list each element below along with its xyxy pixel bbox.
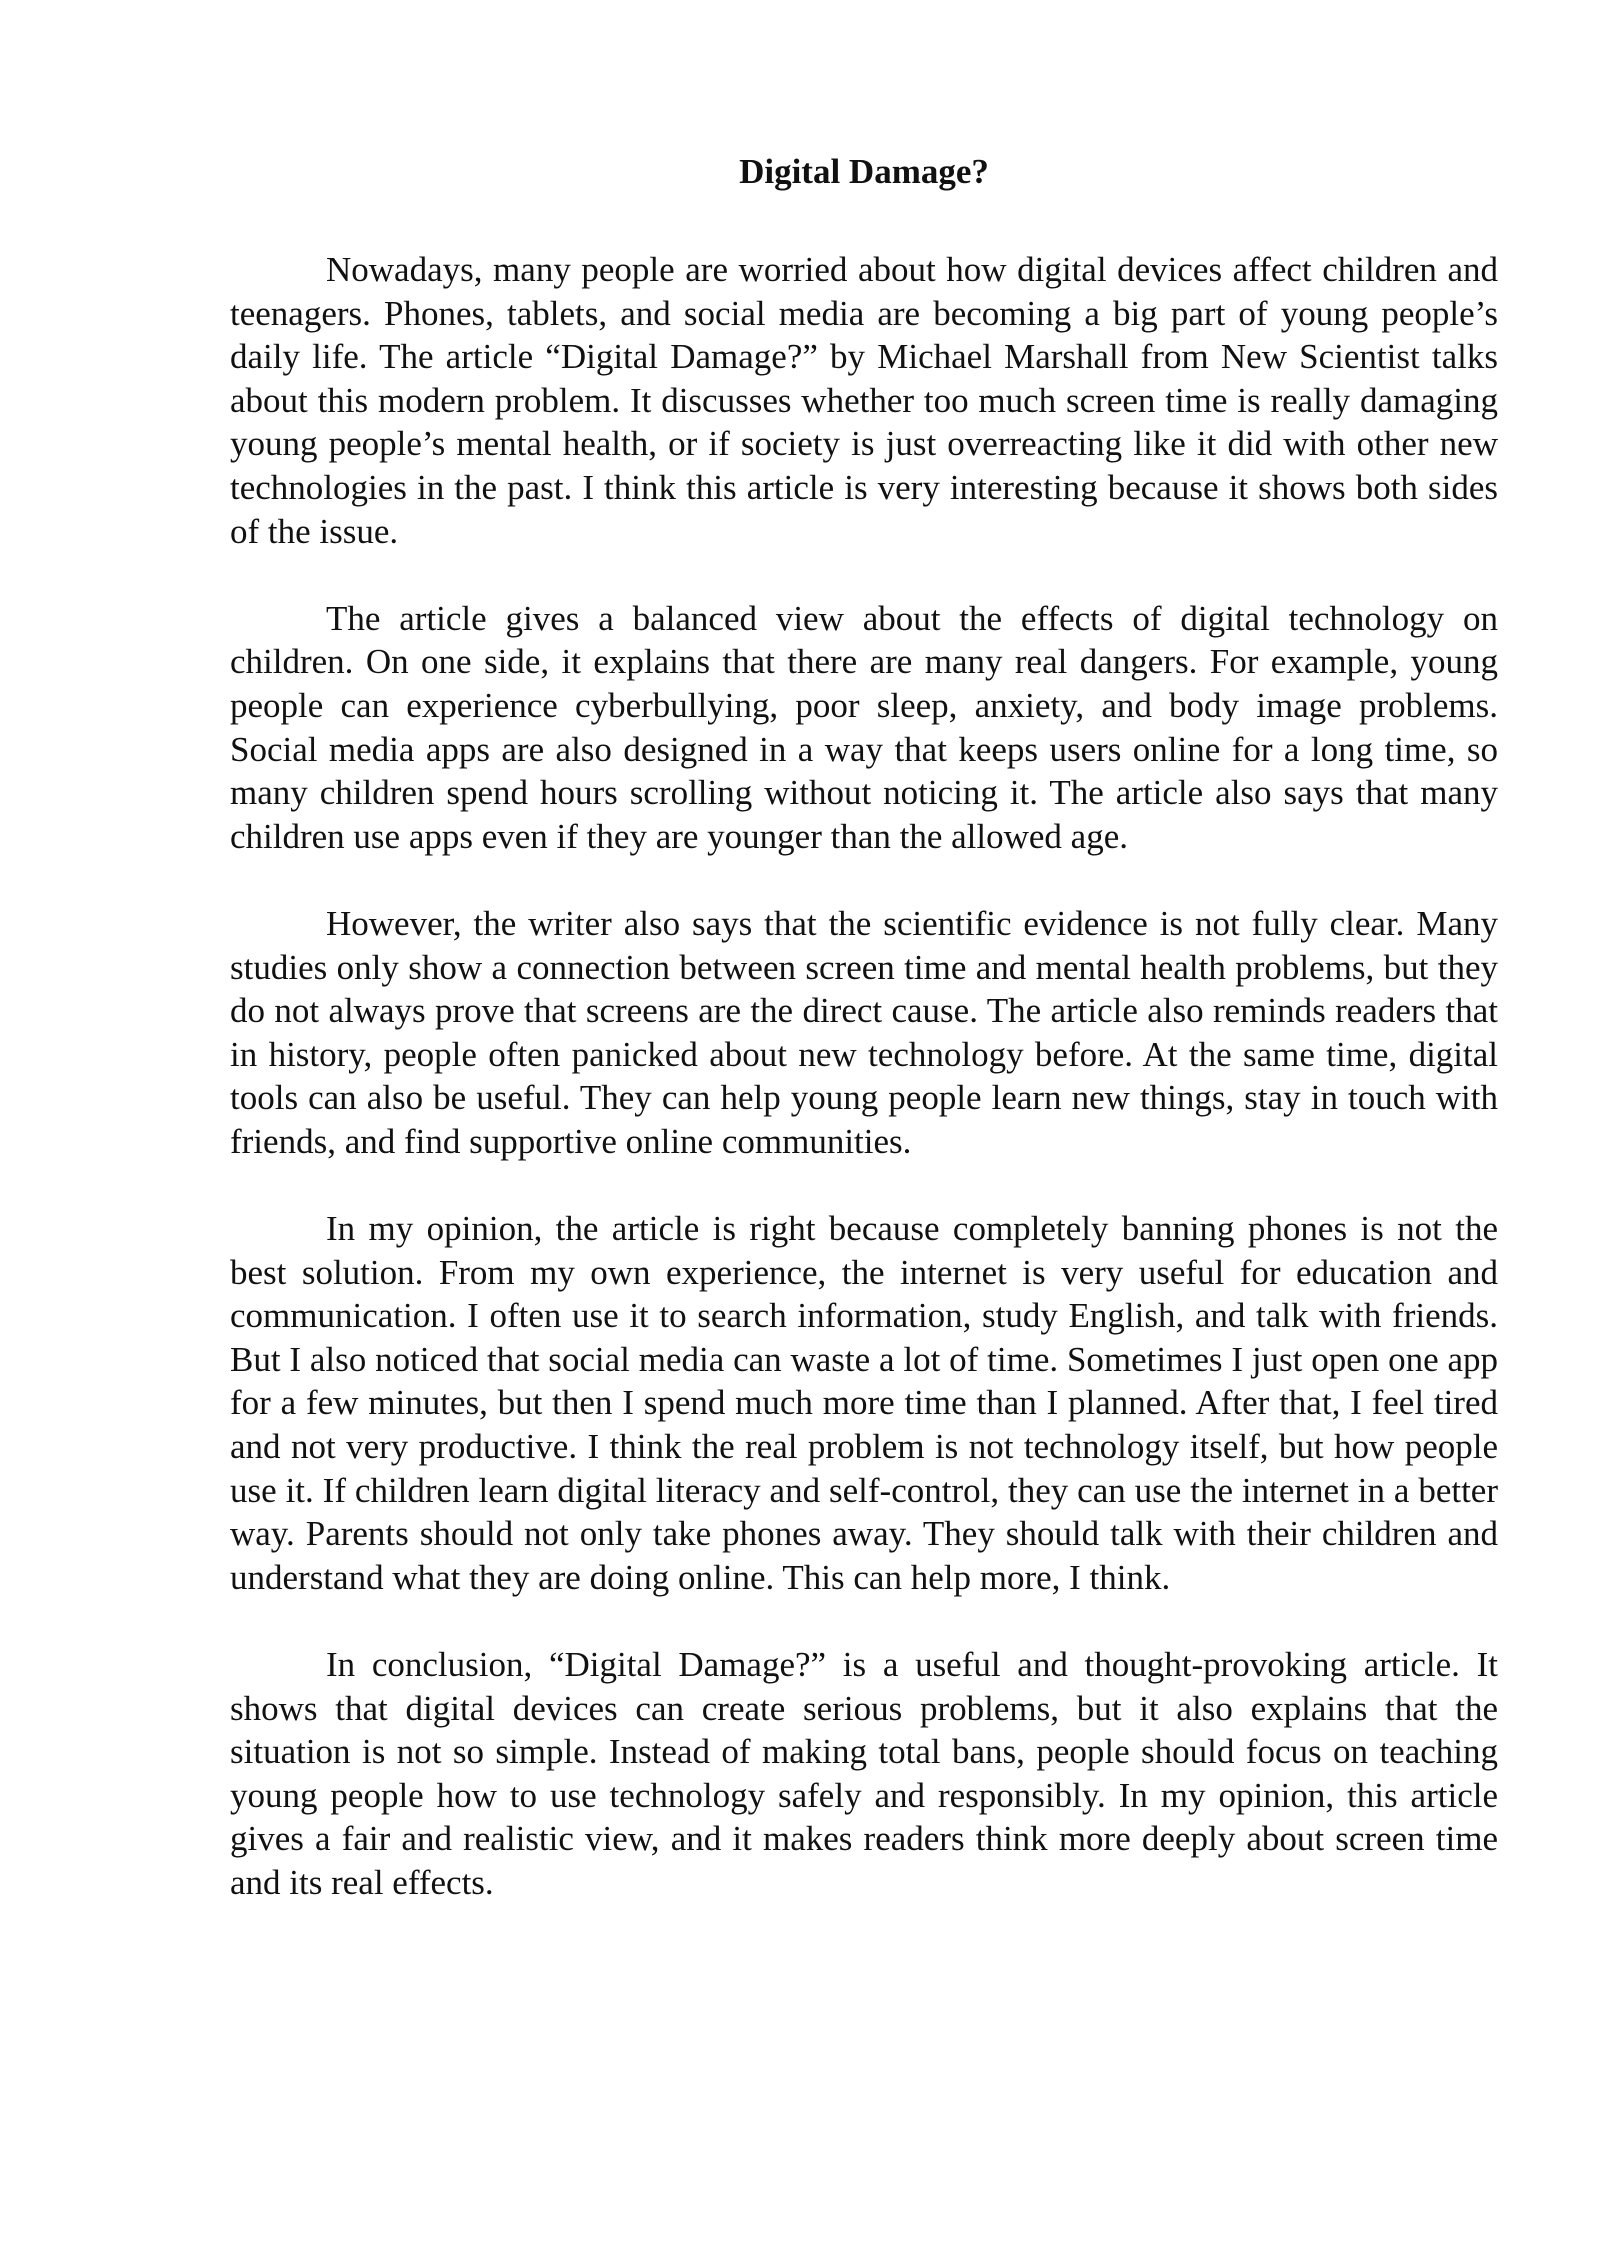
document-title: Digital Damage? <box>739 152 989 191</box>
paragraph-evidence: However, the writer also says that the scientific evidence is not fully clear. Many studies only show a connection between screen time and mental health problems, but they do not always prove that screens are the direct cause. The article also reminds readers that in history, people often panicked about new technology before. At the same time, digital tools can also be useful. They can help young people learn new things, stay in touch with friends, and find supportive online communities. <box>230 903 1498 1161</box>
paragraph-opinion: In my opinion, the article is right because completely banning phones is not the best solution. From my own experience, the internet is very useful for education and communication. I often use it to search information, study English, and talk with friends. But I also noticed that social media can waste a lot of time. Sometimes I just open one app for a few minutes, but then I spend much more time than I planned. After that, I feel tired and not very productive. I think the real problem is not technology itself, but how people use it. If children learn digital literacy and self-control, they can use the internet in a better way. Parents should not only take phones away. They should talk with their children and understand what they are doing online. This can help more, I think. <box>230 1209 1498 1597</box>
paragraph-introduction: Nowadays, many people are worried about how digital devices affect children and teenagers. Phones, tablets, and social media are becoming a big part of young people’s daily life. The article “Digital Damage?” by Michael Marshall from New Scientist talks about this modern problem. It discusses whether too much screen time is really damaging young people’s mental health, or if society is just overreacting like it did with other new technologies in the past. I think this article is very interesting because it shows both sides of the issue. <box>230 250 1498 551</box>
document-body <box>230 150 1498 1905</box>
paragraph-dangers: The article gives a balanced view about the effects of digital technology on children. On one side, it explains that there are many real dangers. For example, young people can experience cyberbullying, poor sleep, anxiety, and body image problems. Social media apps are also designed in a way that keeps users online for a long time, so many children spend hours scrolling without noticing it. The article also says that many children use apps even if they are younger than the allowed age. <box>230 598 1498 856</box>
paragraph-conclusion: In conclusion, “Digital Damage?” is a useful and thought-provoking article. It shows that digital devices can create serious problems, but it also explains that the situation is not so simple. Instead of making total bans, people should focus on teaching young people how to use technology safely and responsibly. In my opinion, this article gives a fair and realistic view, and it makes readers think more deeply about screen time and its real effects. <box>230 1645 1498 1902</box>
